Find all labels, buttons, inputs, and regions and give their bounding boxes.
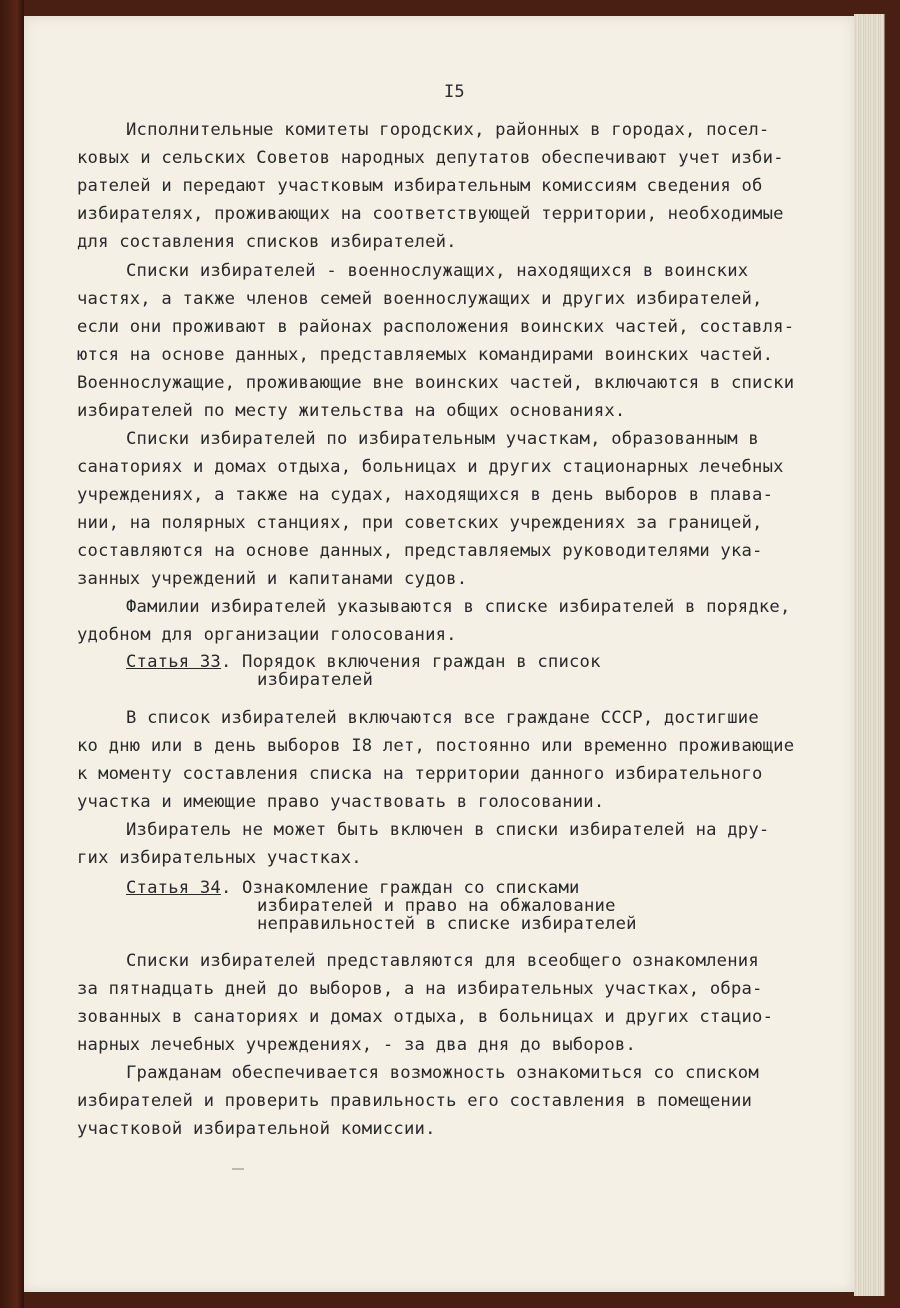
text-line: Списки избирателей представляются для всеобщего ознакомления <box>126 951 759 971</box>
page-edges <box>854 14 885 1296</box>
text-line: избирателей по месту жительства на общих основаниях. <box>77 401 626 421</box>
text-line: к моменту составления списка на территории данного избирательного <box>77 764 763 784</box>
text-line: ко дню или в день выборов I8 лет, постоянно или временно проживающие <box>77 736 795 756</box>
text-line: нии, на полярных станциях, при советских учреждениях за границей, <box>77 513 763 533</box>
pencil-mark <box>232 1168 244 1170</box>
text-line: составляются на основе данных, представляемых руководителями ука- <box>77 541 763 561</box>
article-33-heading <box>126 653 601 671</box>
text-line: для составления списков избирателей. <box>77 232 457 252</box>
article-34-label: Статья 34 <box>126 878 221 898</box>
text-line: Исполнительные комитеты городских, районных в городах, посел- <box>126 120 770 140</box>
page-number: I5 <box>444 82 465 102</box>
text-line: Гражданам обеспечивается возможность ознакомиться со списком <box>126 1063 759 1083</box>
text-line: ковых и сельских Советов народных депутатов обеспечивают учет изби- <box>77 148 784 168</box>
page-text <box>24 16 854 1292</box>
article-33-title-line: . Порядок включения граждан в список <box>220 652 601 672</box>
text-line: если они проживают в районах расположения воинских частей, составля- <box>77 317 795 337</box>
article-34-title-line: избирателей и право на обжалование <box>257 896 616 916</box>
text-line: гих избирательных участках. <box>77 848 362 868</box>
article-33-label: Статья 33 <box>126 652 221 672</box>
article-34-title-line: неправильностей в списке избирателей <box>257 914 637 934</box>
text-line: за пятнадцать дней до выборов, а на избирательных участках, обра- <box>77 979 763 999</box>
text-line: зованных в санаториях и домах отдыха, в больницах и других стацио- <box>77 1007 774 1027</box>
text-line: нарных лечебных учреждениях, - за два дня до выборов. <box>77 1035 637 1055</box>
text-line: избирателях, проживающих на соответствующей территории, необходимые <box>77 204 784 224</box>
text-line: Избиратель не может быть включен в списки избирателей на дру- <box>126 820 770 840</box>
text-line: Фамилии избирателей указываются в списке избирателей в порядке, <box>126 597 791 617</box>
text-line: избирателей и проверить правильность его составления в помещении <box>77 1091 753 1111</box>
text-line: ются на основе данных, представляемых командирами воинских частей. <box>77 345 774 365</box>
text-line: В список избирателей включаются все граждане СССР, достигшие <box>126 708 759 728</box>
text-line: учреждениях, а также на судах, находящихся в день выборов в плава- <box>77 485 774 505</box>
text-line: санаториях и домах отдыха, больницах и других стационарных лечебных <box>77 457 784 477</box>
text-line: частях, а также членов семей военнослужащих и других избирателей, <box>77 289 763 309</box>
document-page <box>24 16 854 1292</box>
text-line: занных учреждений и капитанами судов. <box>77 569 468 589</box>
text-line: удобном для организации голосования. <box>77 625 457 645</box>
article-33-title-line: избирателей <box>257 670 374 690</box>
text-line: Списки избирателей по избирательным участкам, образованным в <box>126 429 759 449</box>
article-34-title-line: . Ознакомление граждан со списками <box>220 878 580 898</box>
text-line: участковой избирательной комиссии. <box>77 1119 436 1139</box>
article-34-heading <box>126 879 580 897</box>
book-spine <box>0 0 24 1308</box>
text-line: Списки избирателей - военнослужащих, находящихся в воинских <box>126 261 749 281</box>
text-line: рателей и передают участковым избирательным комиссиям сведения об <box>77 176 763 196</box>
text-line: участка и имеющие право участвовать в голосовании. <box>77 792 605 812</box>
text-line: Военнослужащие, проживающие вне воинских частей, включаются в списки <box>77 373 795 393</box>
